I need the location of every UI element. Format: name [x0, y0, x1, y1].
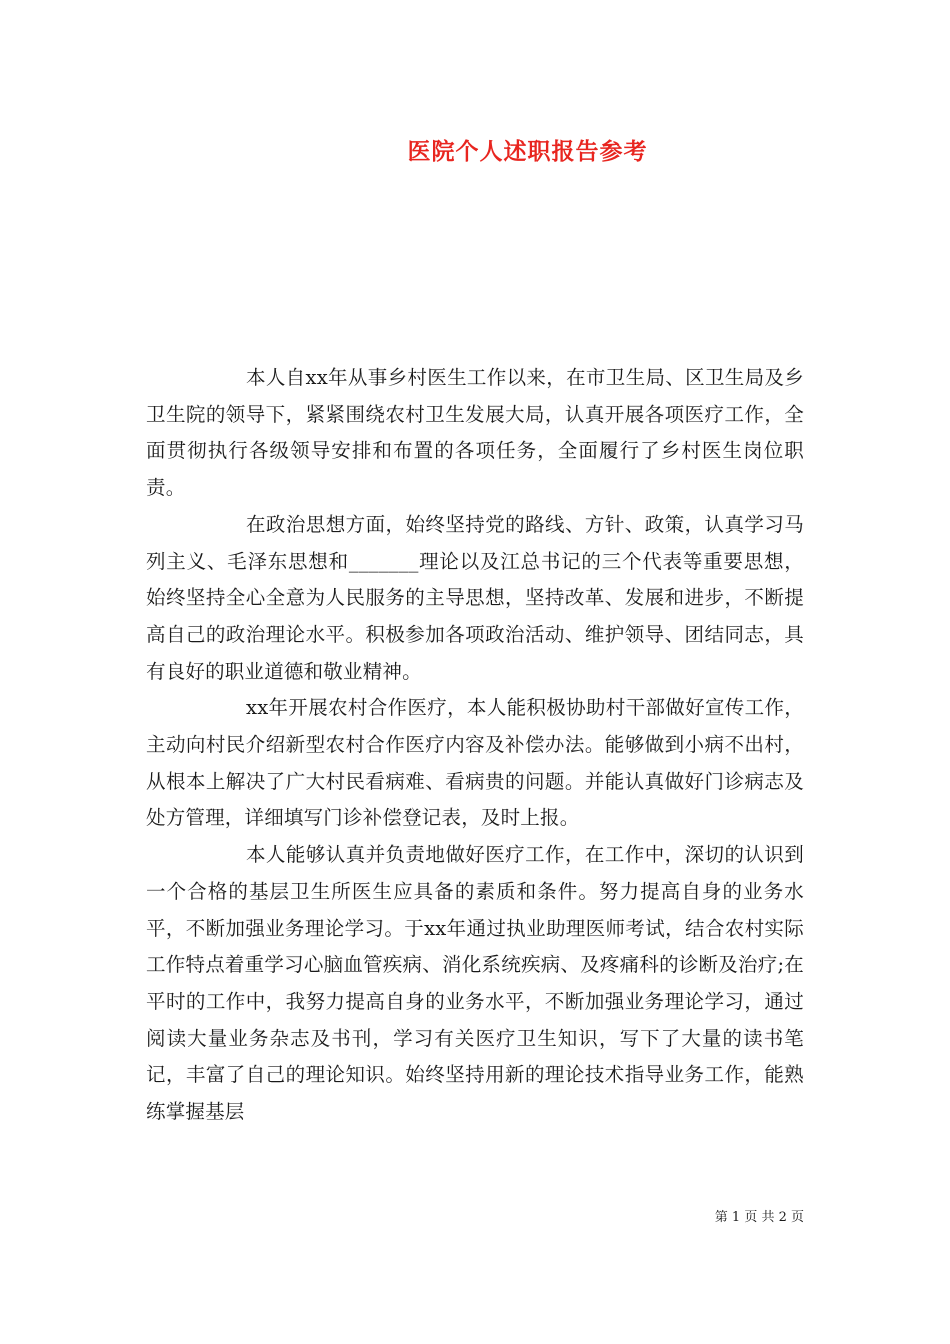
paragraph-4: 本人能够认真并负责地做好医疗工作，在工作中，深切的认识到一个合格的基层卫生所医生应具备的素质和条件。努力提高自身的业务水平，不断加强业务理论学习。于xx年通过执业助理医师考试，结合农村实际工作特点着重学习心脑血管疾病、消化系统疾病、及疼痛科的诊断及治疗;在平时的工作中，我努力提高自身的业务水平，不断加强业务理论学习，通过阅读大量业务杂志及书刊，学习有关医疗卫生知识，写下了大量的读书笔记，丰富了自己的理论知识。始终坚持用新的理论技术指导业务工作，能熟练掌握基层	[146, 843, 804, 1124]
page-number-footer: 第 1 页 共 2 页	[714, 1210, 804, 1225]
document-title: 医院个人述职报告参考	[407, 138, 648, 165]
document-body	[146, 360, 804, 1131]
paragraph-3: xx年开展农村合作医疗，本人能积极协助村干部做好宣传工作，主动向村民介绍新型农村合作医疗内容及补偿办法。能够做到小病不出村，从根本上解决了广大村民看病难、看病贵的问题。并能认真做好门诊病志及处方管理，详细填写门诊补偿登记表，及时上报。	[146, 696, 804, 830]
document-title-wrapper	[0, 133, 950, 166]
paragraph-2: 在政治思想方面，始终坚持党的路线、方针、政策，认真学习马列主义、毛泽东思想和_______理论以及江总书记的三个代表等重要思想，始终坚持全心全意为人民服务的主导思想，坚持改革、发展和进步，不断提高自己的政治理论水平。积极参加各项政治活动、维护领导、团结同志，具有良好的职业道德和敬业精神。	[146, 512, 804, 683]
paragraph-1: 本人自xx年从事乡村医生工作以来，在市卫生局、区卫生局及乡卫生院的领导下，紧紧围绕农村卫生发展大局，认真开展各项医疗工作，全面贯彻执行各级领导安排和布置的各项任务，全面履行了乡村医生岗位职责。	[146, 366, 804, 500]
